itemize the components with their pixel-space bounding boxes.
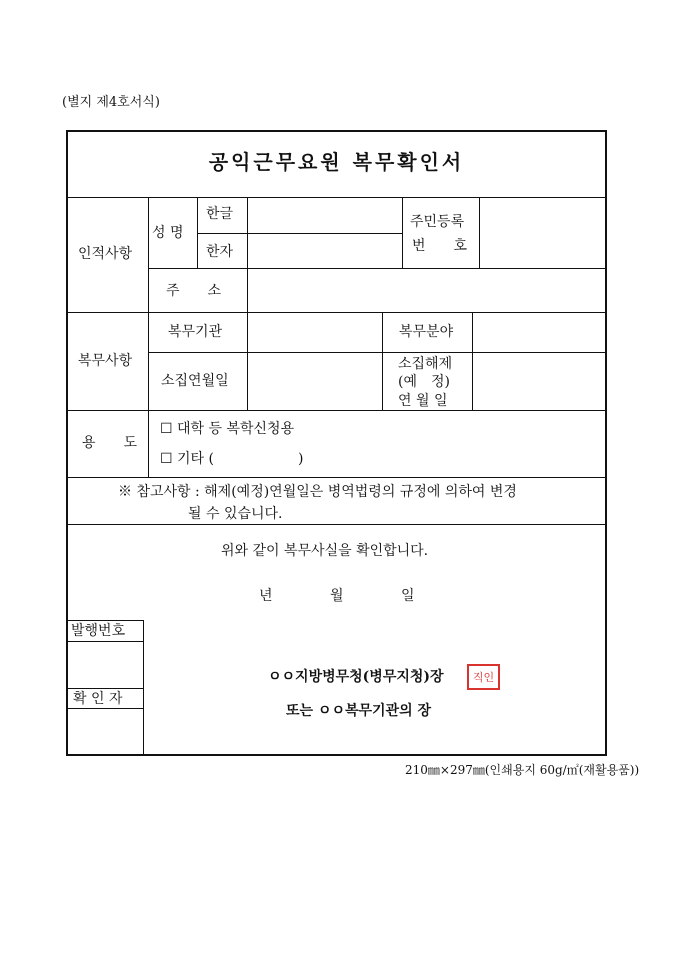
note-line-1: ※ 참고사항 : 해제(예정)연월일은 병역법령의 규정에 의하여 변경 — [118, 484, 517, 500]
rule — [148, 352, 607, 353]
resident-number-label: 주민등록 — [410, 214, 465, 230]
rule — [66, 620, 143, 621]
rule — [197, 197, 198, 268]
rule — [197, 233, 402, 234]
paper-spec-footer: 210㎜×297㎜(인쇄용지 60g/㎡(재활용품)) — [405, 763, 640, 777]
form-title: 공익근무요원 복무확인서 — [208, 150, 465, 174]
rule — [66, 688, 143, 689]
rule — [143, 620, 144, 756]
name-label: 성 명 — [152, 225, 184, 241]
section-purpose-label: 용 도 — [82, 435, 138, 451]
purpose-option-other[interactable]: ☐ 기타 ( ) — [160, 451, 304, 467]
section-personal-label: 인적사항 — [78, 246, 133, 262]
discharge-label-2: (예 정) — [398, 374, 450, 390]
official-seal: 직인 — [467, 664, 500, 690]
resident-number-label-2: 번 호 — [412, 238, 468, 254]
date-year: 년 — [259, 588, 273, 604]
agency-label: 복무기관 — [168, 324, 223, 340]
rule — [247, 197, 248, 352]
date-month: 월 — [330, 588, 344, 604]
enlist-date-label: 소집연월일 — [161, 373, 229, 389]
note-line-2: 될 수 있습니다. — [188, 506, 283, 522]
rule — [479, 197, 480, 268]
purpose-option-readmission[interactable]: ☐ 대학 등 복학신청용 — [160, 421, 295, 437]
rule — [247, 352, 248, 410]
issue-number-label: 발행번호 — [71, 623, 126, 639]
discharge-label-1: 소집해제 — [398, 356, 453, 372]
rule — [66, 524, 607, 525]
hanja-label: 한자 — [206, 244, 234, 260]
rule — [148, 197, 149, 477]
rule — [472, 312, 473, 410]
issuing-authority: ㅇㅇ지방병무청(병무지청)장 — [268, 669, 444, 685]
section-service-label: 복무사항 — [78, 353, 133, 369]
alternate-authority: 또는 ㅇㅇ복무기관의 장 — [286, 703, 431, 719]
rule — [66, 477, 607, 478]
rule — [66, 708, 143, 709]
date-day: 일 — [401, 588, 415, 604]
address-label: 주 소 — [166, 283, 222, 299]
rule — [66, 641, 143, 642]
rule — [402, 197, 403, 268]
form-reference: (별지 제4호서식) — [62, 95, 160, 110]
rule — [148, 268, 607, 269]
rule — [382, 312, 383, 410]
hangul-label: 한글 — [206, 206, 234, 222]
confirmer-label: 확 인 자 — [73, 691, 123, 707]
discharge-label-3: 연 월 일 — [398, 393, 448, 409]
field-label: 복무분야 — [399, 324, 454, 340]
confirm-statement: 위와 같이 복무사실을 확인합니다. — [221, 543, 429, 559]
